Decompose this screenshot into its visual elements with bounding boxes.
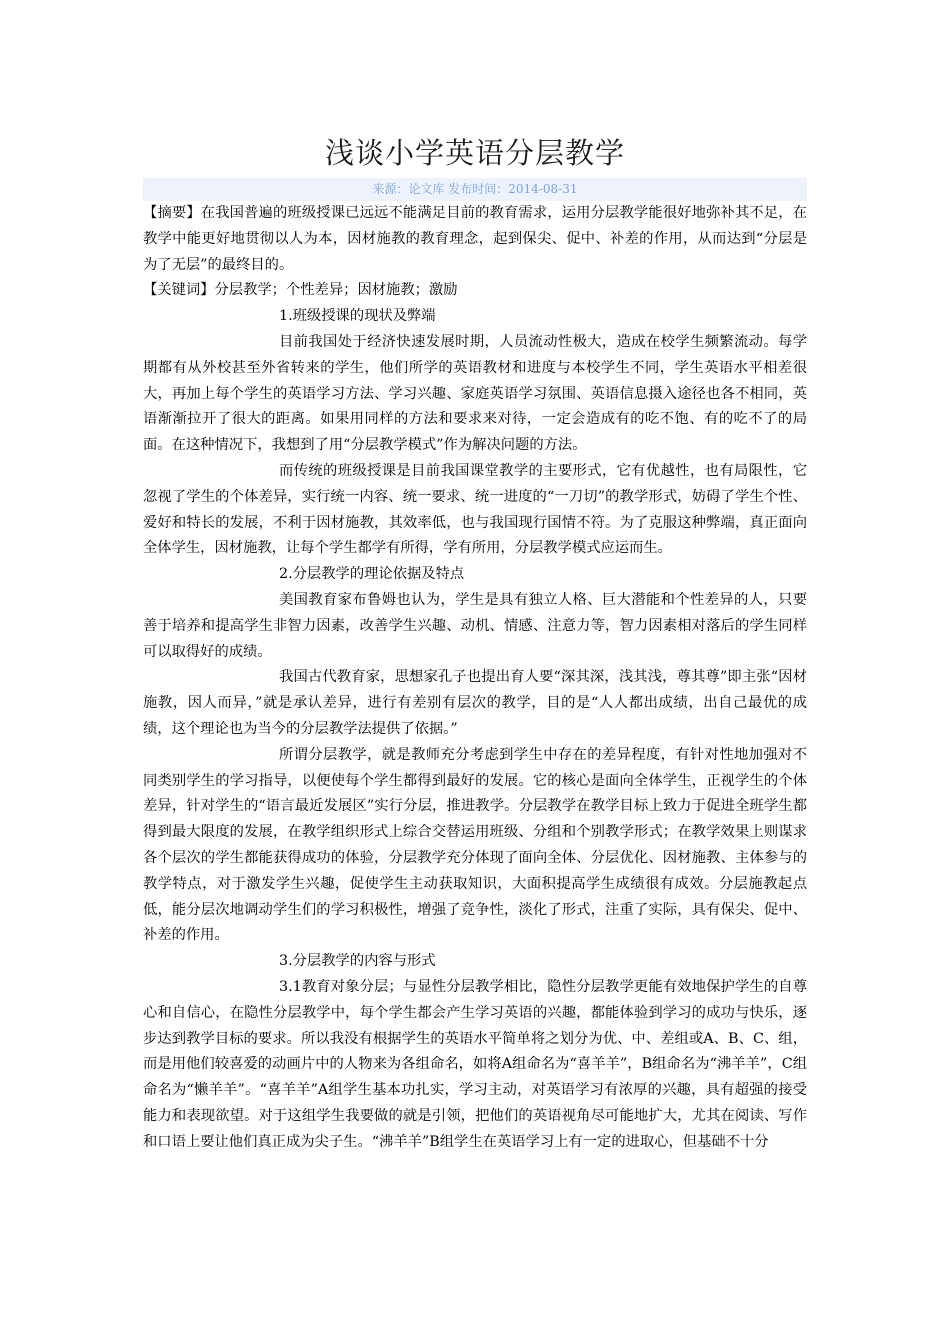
section-heading: 2.分层教学的理论依据及特点 bbox=[279, 566, 465, 583]
section-heading: 1.班级授课的现状及弊端 bbox=[279, 308, 436, 325]
section-heading: 3.分层教学的内容与形式 bbox=[279, 953, 436, 970]
body-paragraph: 美国教育家布鲁姆也认为，学生是具有独立人格、巨大潜能和个性差异的人，只要善于培养和提高学生非智力因素，改善学生兴趣、动机、情感、注意力等，智力因素相对落后的学生同样可以取得好的成绩。 bbox=[143, 591, 807, 660]
body-paragraph: 而传统的班级授课是目前我国课堂教学的主要形式，它有优越性，也有局限性，它忽视了学生的个体差异，实行统一内容、统一要求、统一进度的“一刀切”的教学形式，妨碍了学生个性、爱好和特长的发展，不利于因材施教，其效率低，也与我国现行国情不符。为了克服这种弊端，真正面向全体学生，因材施教，让每个学生都学有所得，学有所用，分层教学模式应运而生。 bbox=[143, 462, 807, 557]
keywords-paragraph: 【关键词】分层教学；个性差异；因材施教；激励 bbox=[143, 282, 458, 299]
body-paragraph: 3.1教育对象分层；与显性分层教学相比，隐性分层教学更能有效地保护学生的自尊心和自信心，在隐性分层教学中，每个学生都会产生学习英语的兴趣，都能体验到学习的成功与快乐，逐步达到教学目标的要求。所以我没有根据学生的英语水平简单将之划分为优、中、差组或A、B、C、组，而是用他们较喜爱的动画片中的人物来为各组命名，如将A组命名为“喜羊羊”，B组命名为“沸羊羊”，C组命名为“懒羊羊”。“喜羊羊”A组学生基本功扎实，学习主动，对英语学习有浓厚的兴趣，具有超强的接受能力和表现欲望。对于这组学生我要做的就是引领，把他们的英语视角尽可能地扩大，尤其在阅读、写作和口语上要让他们真正成为尖子生。“沸羊羊”B组学生在英语学习上有一定的进取心，但基础不十分 bbox=[143, 978, 807, 1150]
article-meta-bar: 来源：论文库 发布时间：2014-08-31 bbox=[143, 178, 807, 201]
article-title: 浅谈小学英语分层教学 bbox=[324, 136, 625, 170]
abstract-paragraph: 【摘要】在我国普遍的班级授课已远远不能满足目前的教育需求，运用分层教学能很好地弥补其不足，在教学中能更好地贯彻以人为本，因材施教的教育理念，起到保尖、促中、补差的作用，从而达到“分层是为了无层”的最终目的。 bbox=[143, 205, 807, 273]
body-paragraph: 所谓分层教学，就是教师充分考虑到学生中存在的差异程度，有针对性地加强对不同类别学生的学习指导，以便使每个学生都得到最好的发展。它的核心是面向全体学生，正视学生的个体差异，针对学生的“语言最近发展区”实行分层，推进教学。分层教学在教学目标上致力于促进全班学生都得到最大限度的发展，在教学组织形式上综合交替运用班级、分组和个别教学形式；在教学效果上则谋求各个层次的学生都能获得成功的体验，分层教学充分体现了面向全体、分层优化、因材施教、主体参与的教学特点，对于激发学生兴趣，促使学生主动获取知识，大面积提高学生成绩很有成效。分层施教起点低，能分层次地调动学生们的学习积极性，增强了竞争性，淡化了形式，注重了实际，具有保尖、促中、补差的作用。 bbox=[143, 746, 807, 944]
body-paragraph: 我国古代教育家，思想家孔子也提出育人要“深其深，浅其浅，尊其尊”即主张“因材施教，因人而异，”就是承认差异，进行有差别有层次的教学，目的是“人人都出成绩，出自己最优的成绩，这个理论也为当今的分层教学法提供了依据。” bbox=[143, 669, 807, 737]
document-page bbox=[143, 0, 807, 1155]
body-paragraph: 目前我国处于经济快速发展时期，人员流动性极大，造成在校学生频繁流动。每学期都有从外校甚至外省转来的学生，他们所学的英语教材和进度与本校学生不同，学生英语水平相差很大，再加上每个学生的英语学习方法、学习兴趣、家庭英语学习氛围、英语信息摄入途径也各不相同，英语渐渐拉开了很大的距离。如果用同样的方法和要求来对待，一定会造成有的吃不饱、有的吃不了的局面。在这种情况下，我想到了用“分层教学模式”作为解决问题的方法。 bbox=[143, 333, 807, 454]
article-body bbox=[143, 201, 807, 1155]
